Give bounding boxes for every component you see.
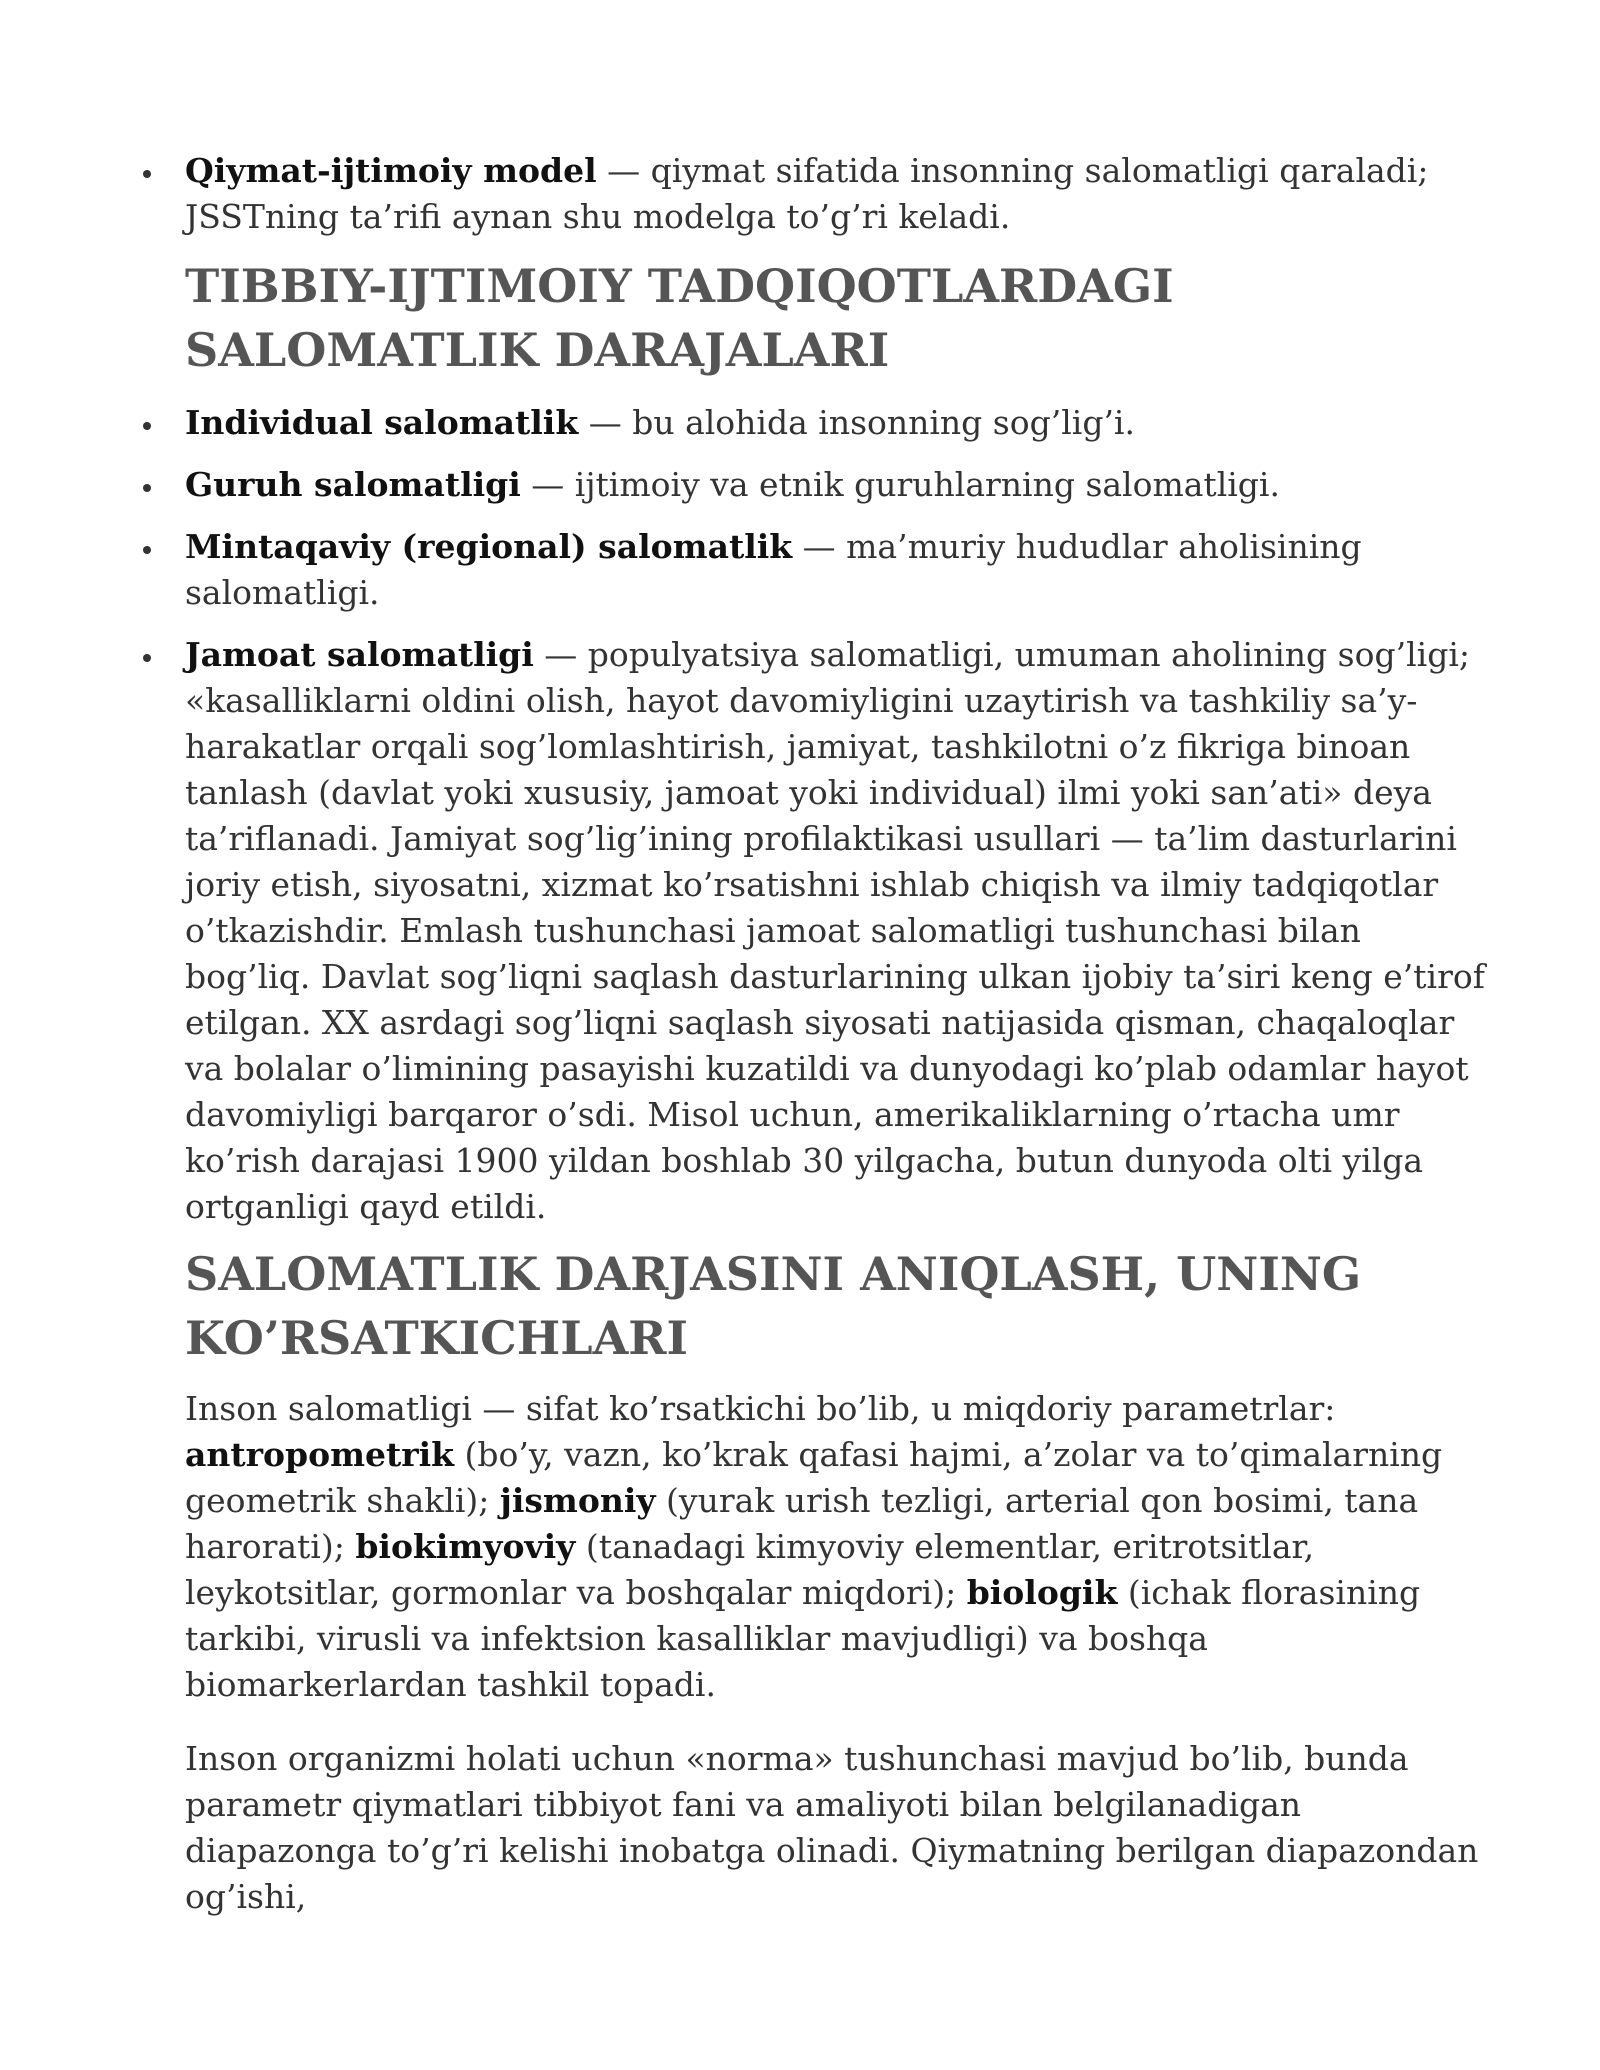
paragraph — [185, 1386, 1485, 1708]
paragraph-text: (ichak florasining tarkibi, virusli va infektsion kasalliklar mavjudligi) va boshqa biomarkerlardan tashkil topadi. — [185, 1573, 1421, 1704]
item-term: Jamoat salomatligi — [185, 635, 534, 674]
item-text: — ma’muriy hududlar aholisining salomatligi. — [185, 527, 1362, 612]
paragraph: Inson organizmi holati uchun «norma» tushunchasi mavjud bo’lib, bunda parametr qiymatlari tibbiyot fani va amaliyoti bilan belgilanadigan diapazonga to’g’ri kelishi inobatga olinadi. Qiymatning berilgan diapazondan og’ishi, — [185, 1739, 1479, 1916]
item-term: Guruh salomatligi — [185, 465, 521, 504]
item-text: — qiymat sifatida insonning salomatligi qaraladi; JSSTning ta’rifi aynan shu modelga to’g’ri keladi. — [185, 151, 1429, 236]
section-heading: TIBBIY-IJTIMOIY TADQIQOTLARDAGI SALOMATLIK DARAJALARI — [185, 259, 1174, 377]
list-item — [185, 400, 1485, 446]
bold-term: biologik — [966, 1573, 1118, 1612]
item-text: — populyatsiya salomatligi, umuman aholining sog’ligi; «kasalliklarni oldini olish, hayot davomiyligini uzaytirish va tashkiliy sa’y-harakatlar orqali sog’lomlashtirish, jamiyat, tashkilotni o’z fikriga binoan tanlash (davlat yoki xususiy, jamoat yoki individual) ilmi yoki san’ati» deya ta’riflanadi. Jamiyat sog’lig’ining profilaktikasi usullari — ta’lim dasturlarini joriy etish, siyosatni, xizmat ko’rsatishni ishlab chiqish va ilmiy tadqiqotlar o’tkazishdir. Emlash tushunchasi jamoat salomatligi tushunchasi bilan bog’liq. Davlat sog’liqni saqlash dasturlarining ulkan ijobiy ta’siri keng e’tirof etilgan. XX asrdagi sog’liqni saqlash siyosati natijasida qisman, chaqaloqlar va bolalar o’limining pasayishi kuzatildi va dunyodagi ko’plab odamlar hayot davomiyligi barqaror o’sdi. Misol uchun, amerikaliklarning o’rtacha umr ko’rish darajasi 1900 yildan boshlab 30 yilgacha, butun dunyoda olti yilga ortganligi qayd etildi. — [185, 635, 1485, 1226]
item-text: — ijtimoiy va etnik guruhlarning salomatligi. — [520, 465, 1280, 504]
list-item — [185, 632, 1485, 1230]
item-term: Qiymat-ijtimoiy model — [185, 151, 597, 190]
item-text: — bu alohida insonning sog’lig’i. — [578, 403, 1135, 442]
item-term: Individual salomatlik — [185, 403, 579, 442]
list-item — [185, 462, 1485, 508]
bold-term: jismoniy — [499, 1481, 656, 1520]
list-item — [185, 148, 1485, 240]
health-levels-list — [185, 400, 1485, 1230]
section-heading: SALOMATLIK DARJASINI ANIQLASH, UNING KO’RSATKICHLARI — [185, 1247, 1362, 1365]
paragraph-text: (bo’y, vazn, ko’krak qafasi hajmi, a’zolar va to’qimalarning geometrik shakli); — [185, 1435, 1443, 1520]
paragraph-text: (tanadagi kimyoviy elementlar, eritrotsitlar, leykotsitlar, gormonlar va boshqalar miqdori); — [185, 1527, 1315, 1612]
bold-term: antropometrik — [185, 1435, 455, 1474]
document-page — [185, 148, 1485, 1920]
intro-list — [185, 148, 1485, 240]
list-item — [185, 524, 1485, 616]
paragraph-text: Inson salomatligi — sifat ko’rsatkichi bo’lib, u miqdoriy parametrlar: — [185, 1389, 1336, 1428]
paragraph-text: (yurak urish tezligi, arterial qon bosimi, tana harorati); — [185, 1481, 1419, 1566]
bold-term: biokimyoviy — [355, 1527, 576, 1566]
item-term: Mintaqaviy (regional) salomatlik — [185, 527, 793, 566]
